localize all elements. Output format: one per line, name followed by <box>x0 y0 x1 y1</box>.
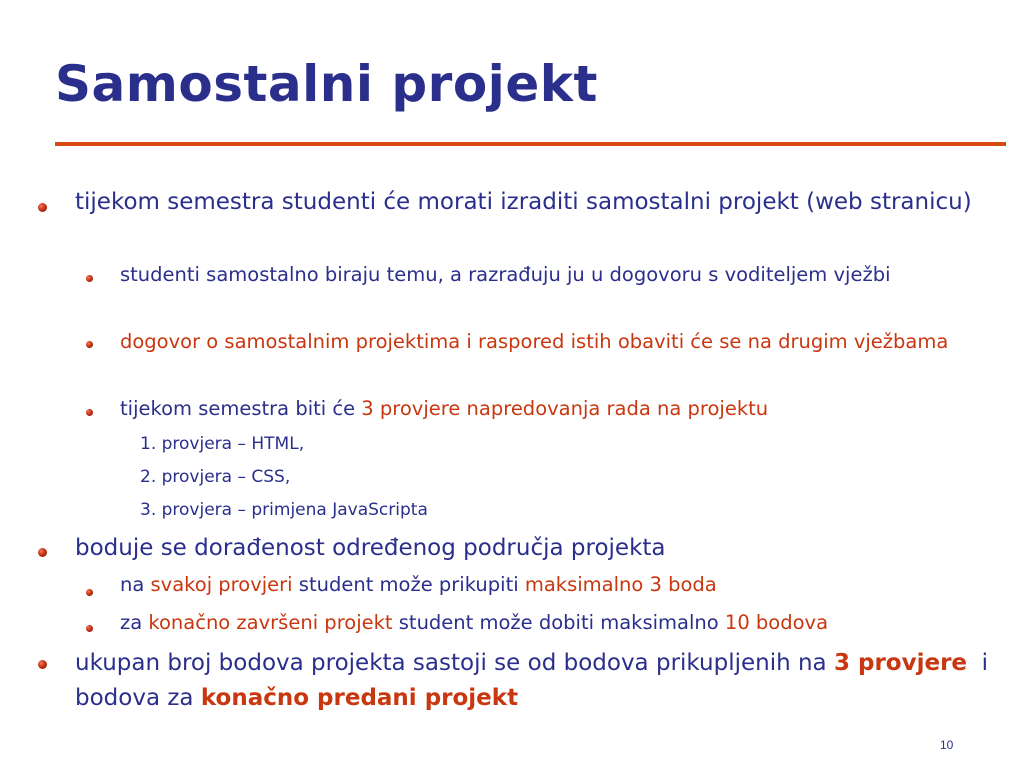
bullet-item <box>75 531 1005 566</box>
bullet-text: student može prikupiti <box>292 573 525 596</box>
bullet-icon <box>38 203 47 212</box>
bullet-text-highlight: konačno završeni projekt <box>148 611 393 634</box>
bullet-text: student može dobiti maksimalno <box>392 611 725 634</box>
sub-bullet-item <box>120 326 1005 358</box>
bullet-icon <box>86 341 93 348</box>
page-number: 10 <box>940 738 954 752</box>
bullet-icon <box>86 625 93 632</box>
sub-bullet-item <box>120 607 1005 639</box>
bullet-text-highlight: 10 bodova <box>724 611 829 634</box>
slide-title: Samostalni projekt <box>55 55 598 113</box>
bullet-text-highlight: 3 provjere napredovanja rada na projektu <box>361 397 769 420</box>
item-text: 2. provjera – CSS, <box>140 467 291 487</box>
bullet-text-highlight: svakoj provjeri <box>150 573 293 596</box>
sub-sub-item <box>140 463 940 491</box>
bullet-text: ukupan broj bodova projekta sastoji se od bodova prikupljenih na <box>75 650 834 676</box>
item-text: 3. provjera – primjena JavaScripta <box>140 500 428 520</box>
sub-sub-item <box>140 496 940 524</box>
bullet-text-highlight: 3 provjere <box>833 650 968 676</box>
item-text: 1. provjera – HTML, <box>140 434 305 454</box>
bullet-icon <box>38 660 47 669</box>
sub-bullet-item <box>120 393 1005 425</box>
bullet-text-highlight: konačno predani projekt <box>200 685 519 711</box>
bullet-text: dogovor o samostalnim projektima i raspored istih obaviti će se na drugim vježbama <box>120 330 949 353</box>
bullet-item <box>75 646 1005 716</box>
sub-bullet-item <box>120 569 1005 601</box>
bullet-icon <box>38 548 47 557</box>
bullet-text: na <box>120 573 151 596</box>
bullet-icon <box>86 275 93 282</box>
bullet-text: za <box>120 611 149 634</box>
bullet-text: i bodova za <box>75 650 996 711</box>
title-underline <box>55 142 1006 146</box>
bullet-text: tijekom semestra studenti će morati izraditi samostalni projekt (web stranicu) <box>75 189 972 215</box>
sub-bullet-item <box>120 259 1005 291</box>
bullet-text: tijekom semestra biti će <box>120 397 362 420</box>
bullet-icon <box>86 589 93 596</box>
bullet-item <box>75 185 1005 220</box>
bullet-text: studenti samostalno biraju temu, a razrađuju ju u dogovoru s voditeljem vježbi <box>120 263 891 286</box>
bullet-text: boduje se dorađenost određenog područja projekta <box>75 535 666 561</box>
sub-sub-item <box>140 430 940 458</box>
bullet-text-highlight: maksimalno 3 boda <box>524 573 717 596</box>
bullet-icon <box>86 409 93 416</box>
